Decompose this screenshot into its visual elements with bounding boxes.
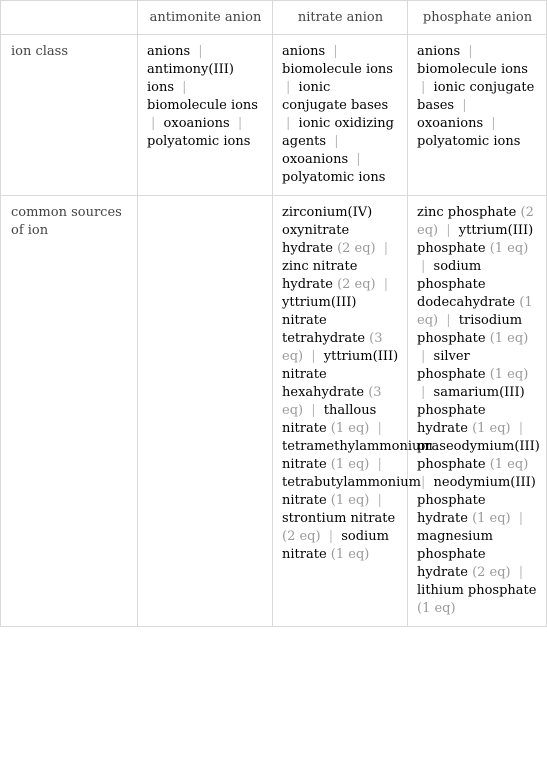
list-item: strontium nitrate [282, 511, 396, 526]
list-separator: | [518, 511, 524, 526]
list-separator: | [421, 475, 426, 490]
table-row-ion-class [1, 35, 547, 196]
list-item: oxoanions [163, 116, 230, 131]
list-separator: | [421, 259, 426, 274]
list-item: yttrium(III) nitrate hexahydrate [282, 349, 399, 400]
list-item: anions [417, 44, 461, 59]
column-header-nitrate-anion: nitrate anion [273, 1, 408, 35]
list-item: magnesium phosphate hydrate [417, 529, 493, 580]
list-item: yttrium(III) nitrate tetrahydrate [282, 295, 366, 346]
column-header-phosphate-anion: phosphate anion [408, 1, 547, 35]
list-separator: | [421, 80, 426, 95]
list-item: zinc phosphate [417, 205, 517, 220]
quantity-label: (2 eq) [472, 565, 511, 580]
quantity-label: (1 eq) [472, 511, 511, 526]
list-separator: | [237, 116, 243, 131]
corner-cell [1, 1, 138, 35]
list-separator: | [198, 44, 203, 59]
quantity-label: (2 eq) [337, 277, 376, 292]
list-separator: | [446, 313, 451, 328]
list-item: anions [282, 44, 326, 59]
list-separator: | [356, 152, 361, 167]
list-item: thallous nitrate [282, 403, 377, 436]
list-item: oxoanions [417, 116, 484, 131]
list-separator: | [151, 116, 156, 131]
quantity-label: (1 eq) [489, 241, 529, 256]
list-item: neodymium(III) phosphate hydrate [417, 475, 536, 526]
quantity-label: (1 eq) [330, 493, 370, 508]
list-item: trisodium phosphate [417, 313, 523, 346]
quantity-label: (1 eq) [330, 457, 370, 472]
list-separator: | [377, 493, 382, 508]
row-header-ion-class: ion class [1, 35, 138, 196]
list-item: sodium nitrate [282, 529, 389, 562]
list-separator: | [383, 241, 389, 256]
list-item: biomolecule ions [417, 62, 528, 77]
list-separator: | [491, 116, 496, 131]
list-item: ionic oxidizing agents [282, 116, 394, 149]
list-item: tetrabutylammonium nitrate [282, 475, 421, 508]
list-separator: | [462, 98, 467, 113]
list-item: biomolecule ions [282, 62, 393, 77]
list-separator: | [518, 565, 524, 580]
list-item: biomolecule ions [147, 98, 258, 113]
list-item: samarium(III) phosphate hydrate [417, 385, 525, 436]
quantity-label: (2 eq) [417, 205, 534, 238]
list-separator: | [446, 223, 451, 238]
list-item: polyatomic ions [282, 170, 386, 185]
quantity-label: (1 eq) [472, 421, 511, 436]
list-item: tetramethylammonium nitrate [282, 439, 433, 472]
quantity-label: (1 eq) [330, 421, 370, 436]
list-item: oxoanions [282, 152, 349, 167]
quantity-label: (3 eq) [282, 331, 383, 364]
cell-antimonite-ion-class [138, 35, 273, 196]
cell-nitrate-sources [273, 196, 433, 627]
list-item: polyatomic ions [417, 134, 521, 149]
list-separator: | [286, 80, 291, 95]
quantity-label: (1 eq) [330, 547, 370, 562]
cell-phosphate-sources [408, 196, 547, 627]
column-header-antimonite-anion: antimonite anion [138, 1, 273, 35]
list-separator: | [182, 80, 187, 95]
list-item: lithium phosphate [417, 583, 537, 598]
quantity-label: (3 eq) [282, 385, 382, 418]
quantity-label: (2 eq) [337, 241, 376, 256]
list-separator: | [377, 457, 382, 472]
list-item: yttrium(III) phosphate [417, 223, 534, 256]
list-item: zinc nitrate hydrate [282, 259, 358, 292]
list-item: ionic conjugate bases [417, 80, 535, 113]
list-item: polyatomic ions [147, 134, 251, 149]
cell-phosphate-ion-class [408, 35, 547, 196]
cell-antimonite-sources [138, 196, 273, 627]
list-item: silver phosphate [417, 349, 486, 382]
quantity-label: (2 eq) [282, 529, 321, 544]
list-separator: | [311, 403, 316, 418]
list-separator: | [468, 44, 473, 59]
quantity-label: (1 eq) [417, 601, 456, 616]
quantity-label: (1 eq) [489, 457, 529, 472]
list-separator: | [518, 421, 524, 436]
list-separator: | [377, 421, 382, 436]
cell-nitrate-ion-class [273, 35, 408, 196]
list-separator: | [421, 385, 426, 400]
list-item: praseodymium(III) phosphate [417, 439, 540, 472]
list-separator: | [328, 529, 334, 544]
table-row-common-sources [1, 196, 547, 627]
list-separator: | [383, 277, 389, 292]
list-separator: | [311, 349, 316, 364]
list-separator: | [333, 44, 338, 59]
quantity-label: (1 eq) [489, 331, 529, 346]
list-item: sodium phosphate dodecahydrate [417, 259, 516, 310]
list-item: ionic conjugate bases [282, 80, 389, 113]
quantity-label: (1 eq) [489, 367, 529, 382]
list-separator: | [421, 349, 426, 364]
row-header-common-sources: common sources of ion [1, 196, 138, 627]
list-item: antimony(III) ions [147, 62, 234, 95]
list-separator: | [334, 134, 339, 149]
header-row [1, 1, 547, 35]
list-item: zirconium(IV) oxynitrate hydrate [282, 205, 373, 256]
list-separator: | [286, 116, 291, 131]
list-item: anions [147, 44, 191, 59]
quantity-label: (1 eq) [417, 295, 533, 328]
